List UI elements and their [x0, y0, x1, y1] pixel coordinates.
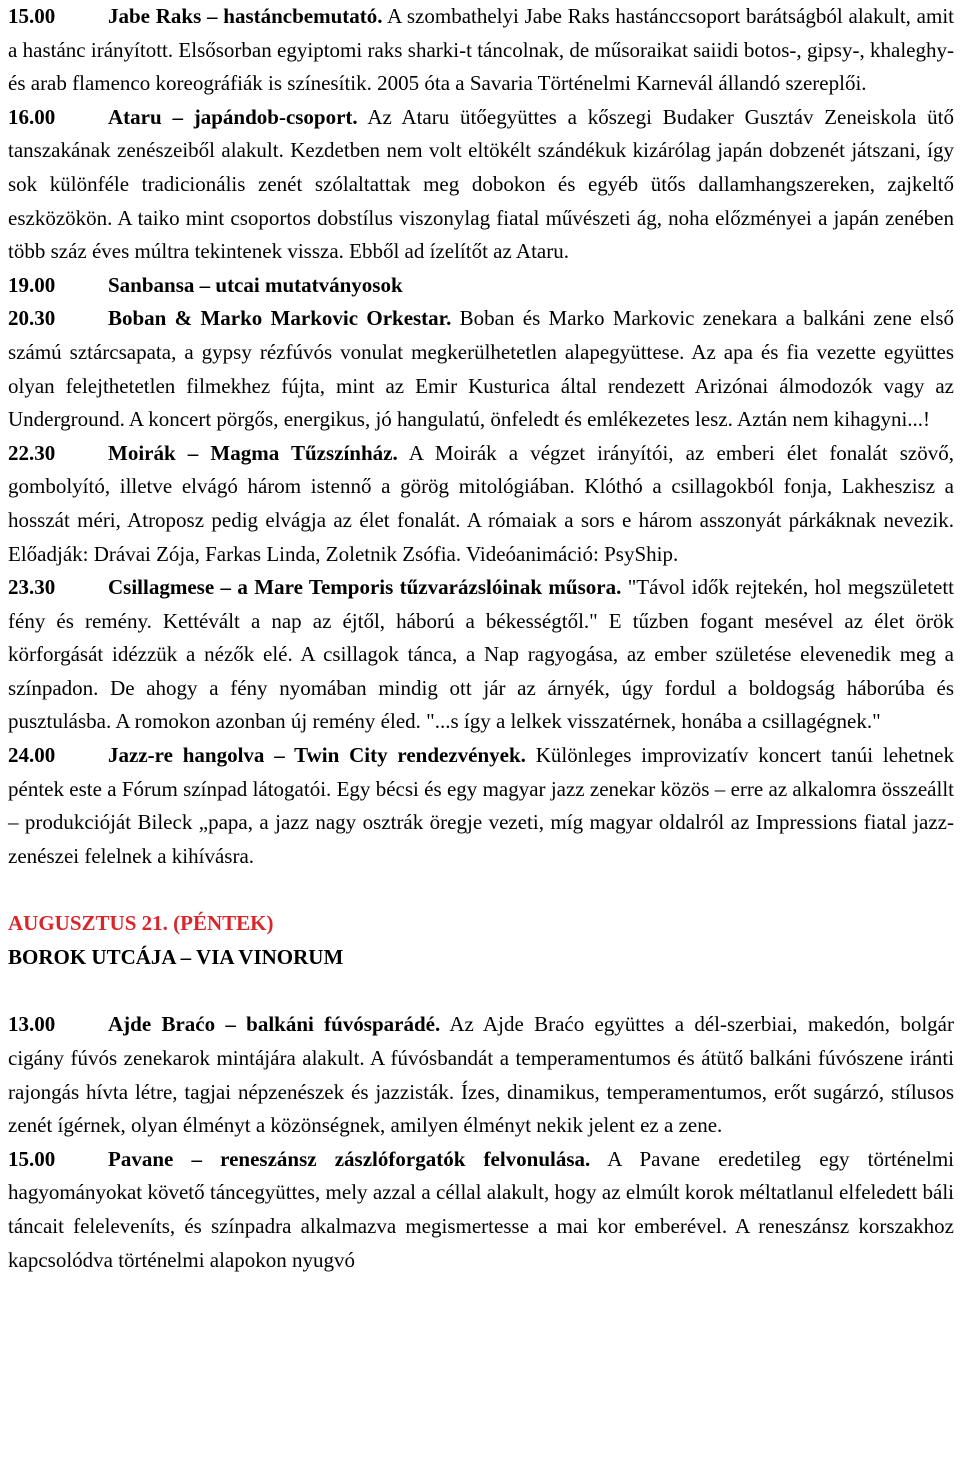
- event-description: A szombathelyi Jabe Raks hastánccsoport barátságból alakult, amit a hastánc irányított. Elsősorban egyiptomi raks sharki-t táncolnak, de műsoraikat saiidi botos-, gipsy-, khaleghy- és arab flamenco koreográfiák is színesítik. 2005 óta a Savaria Történelmi Karnevál állandó szereplői.: [8, 4, 954, 96]
- event-description: Az Ataru ütőegyüttes a kőszegi Budaker Gusztáv Zeneiskola ütő tanszakának zenészeiből alakult. Kezdetben nem volt eltökélt szándékuk kizárólag japán dobzenét játszani, így sok különféle tradicionális zenét szólaltattak meg dobokon és egyéb ütős dallamhangszereken, zajkeltő eszközökön. A taiko mint csoportos dobstílus viszonylag fiatal művészeti ág, noha előzményei a japán zenében több száz éves múltra tekintenek vissza. Ebből ad ízelítőt az Ataru.: [8, 104, 954, 264]
- event-time: 20.30: [8, 306, 56, 331]
- event-title: Moirák – Magma Tűzszínház.: [108, 440, 398, 465]
- event-2400-jazz: [8, 739, 954, 873]
- event-description: Különleges improvizatív koncert tanúi lehetnek péntek este a Fórum színpad látogatói. Egy bécsi és egy magyar jazz zenekar közös – erre az alkalomra összeállt – produkcióját Bileck „papa, a jazz nagy osztrák öregje vezeti, míg magyar oldalról az Impressions fiatal jazz-zenészei felelnek a kihívásra.: [8, 743, 955, 868]
- event-title: Jabe Raks – hastáncbemutató.: [108, 4, 383, 28]
- event-time: 19.00: [8, 272, 56, 297]
- spacer: [8, 974, 954, 1008]
- event-title: Pavane – reneszánsz zászlóforgatók felvonulása.: [108, 1146, 591, 1171]
- event-1500-jabe-raks: [8, 0, 954, 101]
- event-time: 16.00: [8, 104, 56, 129]
- event-time: 15.00: [8, 1146, 56, 1171]
- event-1900-sanbansa: [8, 269, 954, 303]
- event-title: Ajde Braćo – balkáni fúvósparádé.: [108, 1012, 441, 1037]
- event-1300-ajde-braco: [8, 1008, 954, 1142]
- event-2030-boban-marko: [8, 302, 954, 436]
- event-description: A Pavane eredetileg egy történelmi hagyományokat követő táncegyüttes, mely azzal a céllal alakult, hogy az elmúlt korok méltatlanul elfeledett báli táncait feleleveníts, és színpadra alkalmazva megismertesse a mai kor emberével. A reneszánsz korszakhoz kapcsolódva történelmi alapokon nyugvó: [8, 1146, 954, 1272]
- event-description: "Távol idők rejtekén, hol megszületett fény és remény. Kettévált a nap az éjtől, háború a békességtől." E tűzben fogant mesével az élet örök körforgását idézzük a nézők elé. A csillagok tánca, a Nap ragyogása, az ember születése elevenedik meg a színpadon. De ahogy a fény nyomában mindig ott jár az árnyék, úgy fordul a boldogság háborúba és pusztulásba. A romokon azonban új remény éled. "...s így a lelkek visszatérnek, honába a csillagégnek.": [8, 575, 954, 734]
- event-time: 24.00: [8, 743, 56, 768]
- spacer: [8, 873, 954, 907]
- date-heading: AUGUSZTUS 21. (PÉNTEK): [8, 911, 274, 936]
- event-description: Boban és Marko Markovic zenekara a balkáni zene első számú sztárcsapata, a gypsy rézfúvós vonulat megkerülhetetlen alapegyüttese. Az apa és fia vezette együttes olyan felejthetetlen filmekhez fújta, mint az Emir Kusturica által rendezett Arizónai álmodozók vagy az Underground. A koncert pörgős, energikus, jó hangulatú, önfeledt és emlékezetes lesz. Aztán nem kihagyni...!: [8, 306, 954, 432]
- event-time: 15.00: [8, 4, 56, 28]
- event-title: Sanbansa – utcai mutatványosok: [108, 272, 403, 297]
- event-title: Jazz-re hangolva – Twin City rendezvények.: [108, 743, 526, 768]
- section-heading: BOROK UTCÁJA – VIA VINORUM: [8, 944, 344, 969]
- event-2330-csillagmese: [8, 571, 954, 739]
- event-description: Az Ajde Braćo együttes a dél-szerbiai, makedón, bolgár cigány fúvós zenekarok mintájára alakult. A fúvósbandát a temperamentumos és átütő balkáni fúvószene iránti rajongás hívta létre, tagjai népzenészek és jazzisták. Ízes, dinamikus, temperamentumos, erőt sugárzó, stílusos zenét ígérnek, olyan élményt a közönségnek, amilyen élményt nekik jelent ez a zene.: [8, 1012, 954, 1138]
- event-1500-pavane: [8, 1143, 954, 1277]
- event-title: Ataru – japándob-csoport.: [108, 104, 358, 129]
- event-title: Boban & Marko Markovic Orkestar.: [108, 306, 452, 331]
- event-time: 13.00: [8, 1012, 56, 1037]
- event-title: Csillagmese – a Mare Temporis tűzvarázslóinak műsora.: [108, 575, 622, 600]
- event-1600-ataru: [8, 101, 954, 269]
- event-time: 23.30: [8, 575, 56, 600]
- event-2230-moirak: [8, 437, 954, 571]
- event-time: 22.30: [8, 440, 56, 465]
- event-description: A Moirák a végzet irányítói, az emberi élet fonalát szövő, gombolyító, illetve elvágó három istennő a görög mitológiában. Klóthó a csillagokból fonja, Lakheszisz a hosszát méri, Atroposz pedig elvágja az élet fonalát. A rómaiak a sors e három asszonyát párkáknak nevezik. Előadják: Drávai Zója, Farkas Linda, Zoletnik Zsófia. Videóanimáció: PsyShip.: [8, 440, 954, 566]
- document-page: [8, 0, 954, 1277]
